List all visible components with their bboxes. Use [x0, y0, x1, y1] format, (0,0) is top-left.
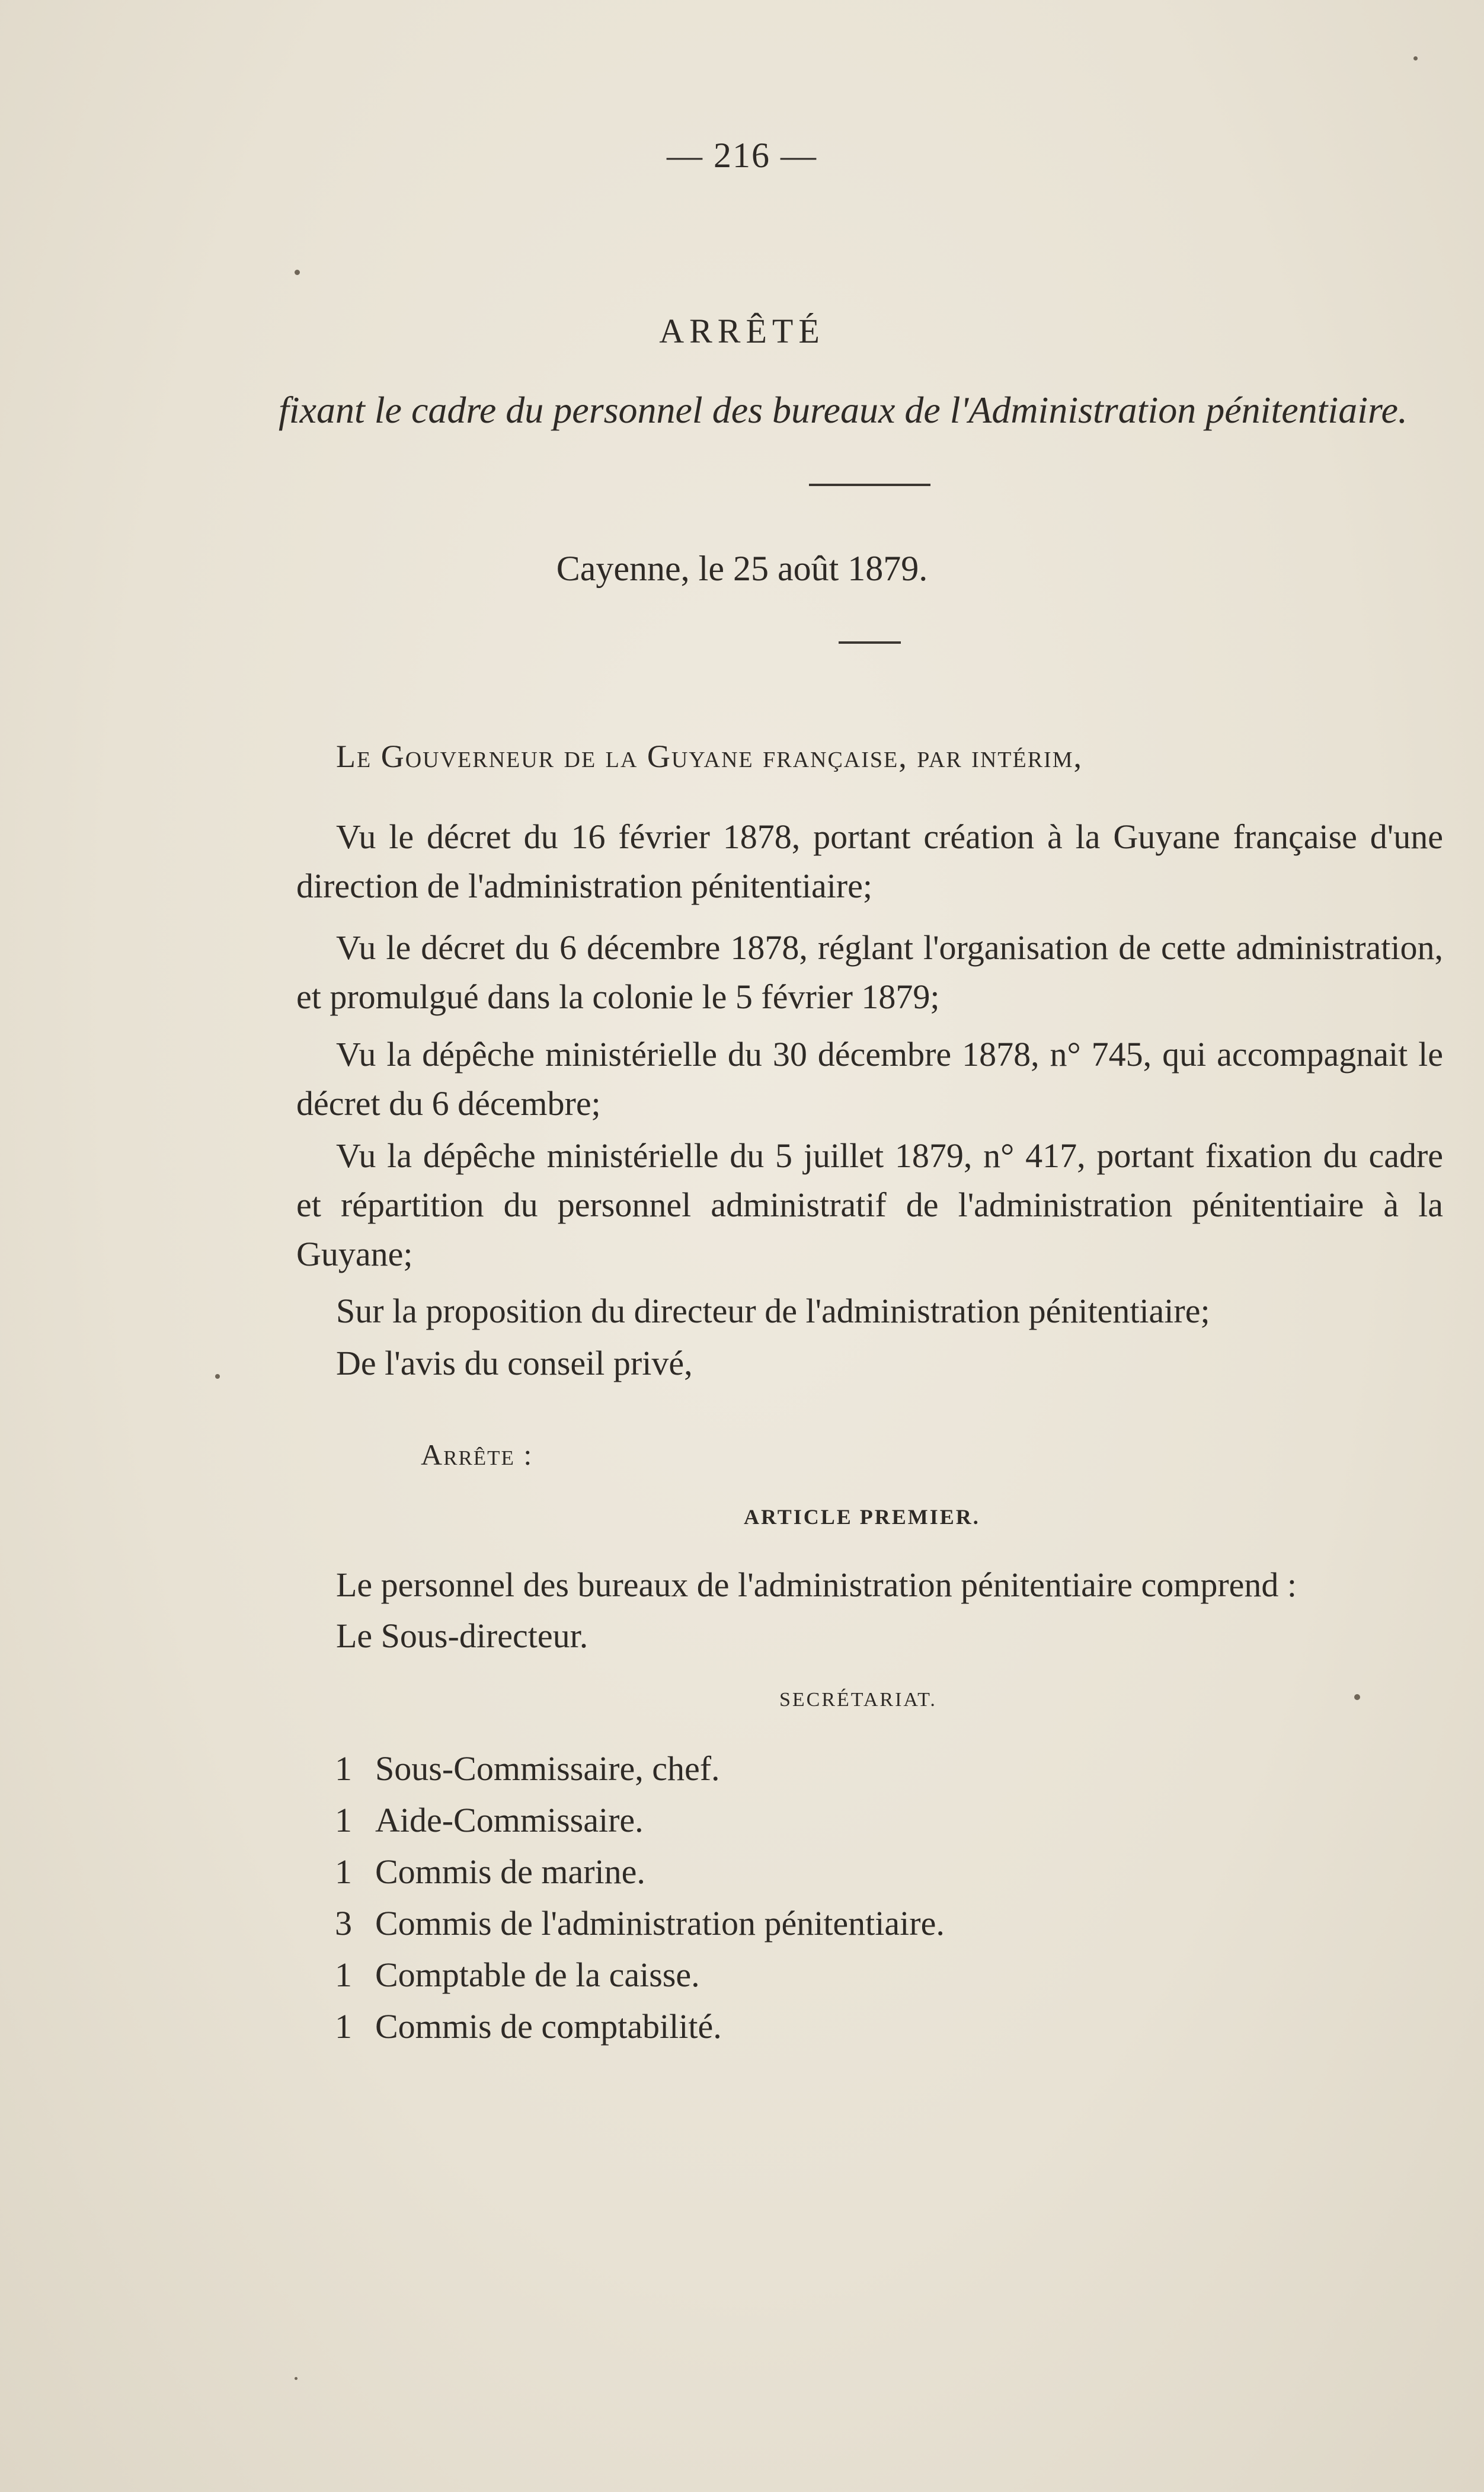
- consideration-paragraph: [296, 1286, 1443, 1336]
- staff-count: 1: [335, 1956, 352, 1994]
- article-paragraph: [296, 1560, 1443, 1609]
- list-item: [335, 2001, 945, 2052]
- consideration-paragraph: [296, 1131, 1443, 1279]
- staff-role: Commis de comptabilité.: [375, 2007, 722, 2046]
- section-heading: SECRÉTARIAT.: [779, 1689, 937, 1711]
- paper-speck: [215, 1374, 220, 1379]
- staff-role: Comptable de la caisse.: [375, 1956, 700, 1994]
- document-title: ARRÊTÉ: [659, 312, 825, 350]
- consideration-text: Sur la proposition du directeur de l'administration pénitentiaire;: [336, 1292, 1210, 1330]
- list-item: [335, 1743, 945, 1794]
- consideration-paragraph: [296, 812, 1443, 910]
- staff-role: Sous-Commissaire, chef.: [375, 1749, 720, 1788]
- list-item: [335, 1794, 945, 1846]
- consideration-text: Vu la dépêche ministérielle du 5 juillet 1879, n° 417, portant fixation du cadre et répartition du personnel administratif de l'administration pénitentiaire à la Guyane;: [296, 1136, 1443, 1273]
- staff-role: Commis de marine.: [375, 1852, 645, 1891]
- consideration-paragraph: [296, 1338, 1443, 1388]
- staff-count: 1: [335, 1852, 352, 1891]
- staff-list: [335, 1743, 945, 2052]
- consideration-text: Vu le décret du 16 février 1878, portant création à la Guyane française d'une direction de l'administration pénitentiaire;: [296, 817, 1443, 905]
- list-item: [335, 1846, 945, 1897]
- list-item: [335, 1897, 945, 1949]
- consideration-text: De l'avis du conseil privé,: [336, 1344, 693, 1382]
- staff-count: 1: [335, 2007, 352, 2046]
- staff-count: 1: [335, 1749, 352, 1788]
- paper-speck: [295, 270, 300, 275]
- list-item: [335, 1949, 945, 2001]
- paper-speck: [1413, 56, 1418, 60]
- arrete-label: Arrête :: [421, 1438, 533, 1471]
- title-divider: [809, 484, 930, 486]
- staff-role: Aide-Commissaire.: [375, 1801, 644, 1839]
- article-paragraph: [296, 1611, 1443, 1660]
- article-heading: ARTICLE PREMIER.: [744, 1505, 980, 1529]
- document-subtitle: fixant le cadre du personnel des bureaux de l'Administration pénitentiaire.: [279, 389, 1408, 431]
- paper-speck: [295, 2377, 298, 2380]
- staff-role: Commis de l'administration pénitentiaire.: [375, 1904, 945, 1943]
- authority-line: Le Gouverneur de la Guyane française, par intérim,: [336, 739, 1083, 774]
- paper-speck: [1354, 1694, 1360, 1700]
- staff-count: 3: [335, 1904, 352, 1943]
- article-text: Le Sous-directeur.: [336, 1616, 589, 1655]
- date-divider: [839, 641, 901, 644]
- staff-count: 1: [335, 1801, 352, 1839]
- page-number: — 216 —: [667, 136, 817, 175]
- consideration-text: Vu le décret du 6 décembre 1878, réglant l'organisation de cette administration, et promulgué dans la colonie le 5 février 1879;: [296, 928, 1443, 1016]
- consideration-paragraph: [296, 1030, 1443, 1128]
- article-text: Le personnel des bureaux de l'administration pénitentiaire comprend :: [336, 1566, 1297, 1604]
- consideration-paragraph: [296, 923, 1443, 1021]
- place-date: Cayenne, le 25 août 1879.: [556, 549, 928, 588]
- consideration-text: Vu la dépêche ministérielle du 30 décembre 1878, n° 745, qui accompagnait le décret du 6 décembre;: [296, 1035, 1443, 1123]
